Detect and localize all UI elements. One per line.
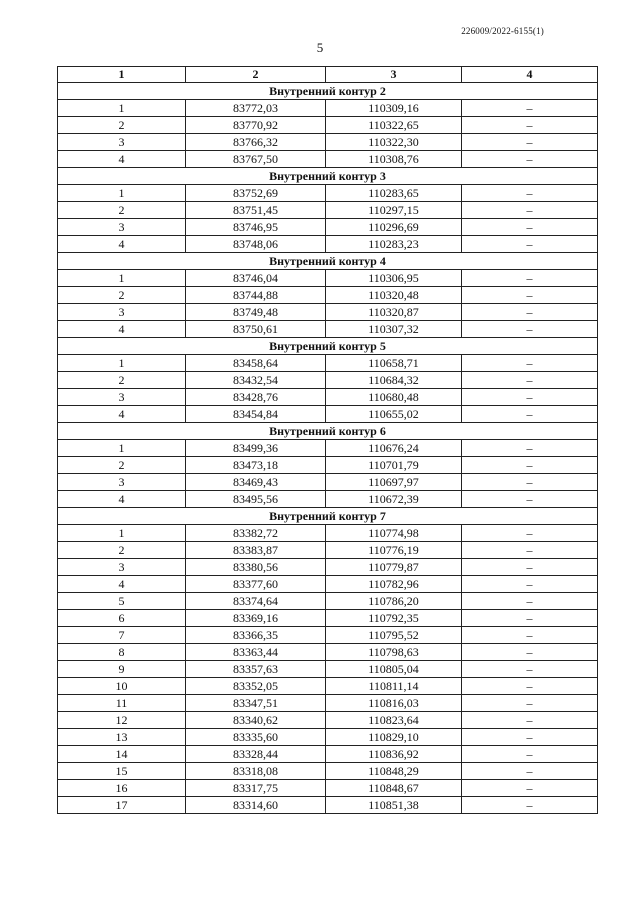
point-number-cell: 1 <box>58 525 186 542</box>
x-coordinate-cell: 83458,64 <box>186 355 326 372</box>
note-cell: – <box>462 576 598 593</box>
point-number-cell: 12 <box>58 712 186 729</box>
table-row <box>58 763 598 780</box>
x-coordinate-cell: 83366,35 <box>186 627 326 644</box>
x-coordinate-cell: 83746,95 <box>186 219 326 236</box>
table-row <box>58 746 598 763</box>
x-coordinate-cell: 83328,44 <box>186 746 326 763</box>
note-cell: – <box>462 287 598 304</box>
table-row <box>58 202 598 219</box>
note-cell: – <box>462 780 598 797</box>
note-cell: – <box>462 457 598 474</box>
y-coordinate-cell: 110680,48 <box>326 389 462 406</box>
y-coordinate-cell: 110306,95 <box>326 270 462 287</box>
table-row <box>58 287 598 304</box>
x-coordinate-cell: 83766,32 <box>186 134 326 151</box>
note-cell: – <box>462 372 598 389</box>
section-header-row <box>58 253 598 270</box>
note-cell: – <box>462 491 598 508</box>
y-coordinate-cell: 110786,20 <box>326 593 462 610</box>
table-row <box>58 780 598 797</box>
point-number-cell: 3 <box>58 219 186 236</box>
y-coordinate-cell: 110655,02 <box>326 406 462 423</box>
note-cell: – <box>462 236 598 253</box>
y-coordinate-cell: 110848,29 <box>326 763 462 780</box>
table-row <box>58 389 598 406</box>
table-row <box>58 457 598 474</box>
point-number-cell: 1 <box>58 100 186 117</box>
section-title: Внутренний контур 7 <box>58 508 598 525</box>
x-coordinate-cell: 83748,06 <box>186 236 326 253</box>
note-cell: – <box>462 559 598 576</box>
point-number-cell: 2 <box>58 117 186 134</box>
x-coordinate-cell: 83352,05 <box>186 678 326 695</box>
note-cell: – <box>462 270 598 287</box>
note-cell: – <box>462 440 598 457</box>
y-coordinate-cell: 110308,76 <box>326 151 462 168</box>
point-number-cell: 2 <box>58 287 186 304</box>
note-cell: – <box>462 627 598 644</box>
point-number-cell: 4 <box>58 576 186 593</box>
table-body <box>58 83 598 814</box>
y-coordinate-cell: 110805,04 <box>326 661 462 678</box>
y-coordinate-cell: 110658,71 <box>326 355 462 372</box>
x-coordinate-cell: 83454,84 <box>186 406 326 423</box>
x-coordinate-cell: 83432,54 <box>186 372 326 389</box>
x-coordinate-cell: 83499,36 <box>186 440 326 457</box>
y-coordinate-cell: 110307,32 <box>326 321 462 338</box>
table-row <box>58 559 598 576</box>
point-number-cell: 16 <box>58 780 186 797</box>
note-cell: – <box>462 661 598 678</box>
x-coordinate-cell: 83469,43 <box>186 474 326 491</box>
table-row <box>58 695 598 712</box>
coordinates-table <box>57 66 598 814</box>
table-row <box>58 525 598 542</box>
section-header-row <box>58 338 598 355</box>
point-number-cell: 13 <box>58 729 186 746</box>
y-coordinate-cell: 110776,19 <box>326 542 462 559</box>
table-row <box>58 542 598 559</box>
point-number-cell: 14 <box>58 746 186 763</box>
table-row <box>58 372 598 389</box>
header-cell-3: 3 <box>326 67 462 83</box>
note-cell: – <box>462 304 598 321</box>
note-cell: – <box>462 593 598 610</box>
section-title: Внутренний контур 6 <box>58 423 598 440</box>
table-row <box>58 270 598 287</box>
note-cell: – <box>462 678 598 695</box>
y-coordinate-cell: 110779,87 <box>326 559 462 576</box>
note-cell: – <box>462 542 598 559</box>
y-coordinate-cell: 110829,10 <box>326 729 462 746</box>
y-coordinate-cell: 110296,69 <box>326 219 462 236</box>
note-cell: – <box>462 134 598 151</box>
table-row <box>58 491 598 508</box>
section-header-row <box>58 83 598 100</box>
y-coordinate-cell: 110283,65 <box>326 185 462 202</box>
x-coordinate-cell: 83335,60 <box>186 729 326 746</box>
x-coordinate-cell: 83317,75 <box>186 780 326 797</box>
x-coordinate-cell: 83744,88 <box>186 287 326 304</box>
point-number-cell: 2 <box>58 372 186 389</box>
section-title: Внутренний контур 4 <box>58 253 598 270</box>
x-coordinate-cell: 83473,18 <box>186 457 326 474</box>
y-coordinate-cell: 110782,96 <box>326 576 462 593</box>
note-cell: – <box>462 746 598 763</box>
table-row <box>58 236 598 253</box>
y-coordinate-cell: 110701,79 <box>326 457 462 474</box>
point-number-cell: 7 <box>58 627 186 644</box>
table-row <box>58 304 598 321</box>
x-coordinate-cell: 83374,64 <box>186 593 326 610</box>
section-title: Внутренний контур 5 <box>58 338 598 355</box>
table-row <box>58 712 598 729</box>
note-cell: – <box>462 321 598 338</box>
table-row <box>58 406 598 423</box>
y-coordinate-cell: 110672,39 <box>326 491 462 508</box>
x-coordinate-cell: 83383,87 <box>186 542 326 559</box>
table-row <box>58 729 598 746</box>
y-coordinate-cell: 110851,38 <box>326 797 462 814</box>
section-title: Внутренний контур 2 <box>58 83 598 100</box>
note-cell: – <box>462 355 598 372</box>
x-coordinate-cell: 83369,16 <box>186 610 326 627</box>
point-number-cell: 3 <box>58 559 186 576</box>
x-coordinate-cell: 83357,63 <box>186 661 326 678</box>
y-coordinate-cell: 110283,23 <box>326 236 462 253</box>
x-coordinate-cell: 83750,61 <box>186 321 326 338</box>
y-coordinate-cell: 110816,03 <box>326 695 462 712</box>
y-coordinate-cell: 110792,35 <box>326 610 462 627</box>
table-header <box>58 67 598 83</box>
note-cell: – <box>462 644 598 661</box>
section-header-row <box>58 508 598 525</box>
y-coordinate-cell: 110322,65 <box>326 117 462 134</box>
table-row <box>58 644 598 661</box>
point-number-cell: 3 <box>58 474 186 491</box>
table-row <box>58 185 598 202</box>
table-row <box>58 321 598 338</box>
note-cell: – <box>462 712 598 729</box>
table-row <box>58 593 598 610</box>
point-number-cell: 5 <box>58 593 186 610</box>
note-cell: – <box>462 185 598 202</box>
section-header-row <box>58 168 598 185</box>
point-number-cell: 2 <box>58 457 186 474</box>
note-cell: – <box>462 117 598 134</box>
note-cell: – <box>462 151 598 168</box>
point-number-cell: 4 <box>58 321 186 338</box>
y-coordinate-cell: 110309,16 <box>326 100 462 117</box>
x-coordinate-cell: 83495,56 <box>186 491 326 508</box>
point-number-cell: 3 <box>58 304 186 321</box>
x-coordinate-cell: 83347,51 <box>186 695 326 712</box>
point-number-cell: 3 <box>58 389 186 406</box>
x-coordinate-cell: 83751,45 <box>186 202 326 219</box>
y-coordinate-cell: 110297,15 <box>326 202 462 219</box>
document-number: 226009/2022-6155(1) <box>461 26 544 36</box>
x-coordinate-cell: 83380,56 <box>186 559 326 576</box>
y-coordinate-cell: 110320,48 <box>326 287 462 304</box>
point-number-cell: 2 <box>58 202 186 219</box>
x-coordinate-cell: 83772,03 <box>186 100 326 117</box>
header-cell-4: 4 <box>462 67 598 83</box>
table-row <box>58 678 598 695</box>
note-cell: – <box>462 729 598 746</box>
table-row <box>58 219 598 236</box>
x-coordinate-cell: 83318,08 <box>186 763 326 780</box>
x-coordinate-cell: 83746,04 <box>186 270 326 287</box>
note-cell: – <box>462 525 598 542</box>
y-coordinate-cell: 110774,98 <box>326 525 462 542</box>
y-coordinate-cell: 110322,30 <box>326 134 462 151</box>
y-coordinate-cell: 110836,92 <box>326 746 462 763</box>
y-coordinate-cell: 110676,24 <box>326 440 462 457</box>
table-row <box>58 117 598 134</box>
x-coordinate-cell: 83770,92 <box>186 117 326 134</box>
point-number-cell: 4 <box>58 236 186 253</box>
x-coordinate-cell: 83752,69 <box>186 185 326 202</box>
point-number-cell: 2 <box>58 542 186 559</box>
point-number-cell: 1 <box>58 440 186 457</box>
header-cell-1: 1 <box>58 67 186 83</box>
x-coordinate-cell: 83767,50 <box>186 151 326 168</box>
note-cell: – <box>462 610 598 627</box>
section-header-row <box>58 423 598 440</box>
point-number-cell: 3 <box>58 134 186 151</box>
y-coordinate-cell: 110798,63 <box>326 644 462 661</box>
section-title: Внутренний контур 3 <box>58 168 598 185</box>
table-row <box>58 134 598 151</box>
point-number-cell: 1 <box>58 270 186 287</box>
note-cell: – <box>462 474 598 491</box>
x-coordinate-cell: 83377,60 <box>186 576 326 593</box>
x-coordinate-cell: 83314,60 <box>186 797 326 814</box>
point-number-cell: 1 <box>58 355 186 372</box>
table-row <box>58 440 598 457</box>
point-number-cell: 11 <box>58 695 186 712</box>
note-cell: – <box>462 763 598 780</box>
page-number: 5 <box>316 40 324 55</box>
note-cell: – <box>462 202 598 219</box>
x-coordinate-cell: 83340,62 <box>186 712 326 729</box>
point-number-cell: 17 <box>58 797 186 814</box>
table-row <box>58 661 598 678</box>
x-coordinate-cell: 83382,72 <box>186 525 326 542</box>
table-row <box>58 474 598 491</box>
point-number-cell: 6 <box>58 610 186 627</box>
table-row <box>58 627 598 644</box>
y-coordinate-cell: 110697,97 <box>326 474 462 491</box>
point-number-cell: 8 <box>58 644 186 661</box>
note-cell: – <box>462 389 598 406</box>
y-coordinate-cell: 110795,52 <box>326 627 462 644</box>
note-cell: – <box>462 219 598 236</box>
x-coordinate-cell: 83428,76 <box>186 389 326 406</box>
note-cell: – <box>462 406 598 423</box>
point-number-cell: 4 <box>58 491 186 508</box>
note-cell: – <box>462 797 598 814</box>
x-coordinate-cell: 83749,48 <box>186 304 326 321</box>
y-coordinate-cell: 110848,67 <box>326 780 462 797</box>
note-cell: – <box>462 695 598 712</box>
table-row <box>58 797 598 814</box>
point-number-cell: 10 <box>58 678 186 695</box>
header-cell-2: 2 <box>186 67 326 83</box>
header-row <box>58 67 598 83</box>
y-coordinate-cell: 110684,32 <box>326 372 462 389</box>
note-cell: – <box>462 100 598 117</box>
table-row <box>58 576 598 593</box>
y-coordinate-cell: 110320,87 <box>326 304 462 321</box>
point-number-cell: 4 <box>58 406 186 423</box>
table-row <box>58 355 598 372</box>
table-row <box>58 100 598 117</box>
point-number-cell: 9 <box>58 661 186 678</box>
table-row <box>58 151 598 168</box>
y-coordinate-cell: 110823,64 <box>326 712 462 729</box>
y-coordinate-cell: 110811,14 <box>326 678 462 695</box>
point-number-cell: 15 <box>58 763 186 780</box>
point-number-cell: 4 <box>58 151 186 168</box>
table-row <box>58 610 598 627</box>
x-coordinate-cell: 83363,44 <box>186 644 326 661</box>
point-number-cell: 1 <box>58 185 186 202</box>
